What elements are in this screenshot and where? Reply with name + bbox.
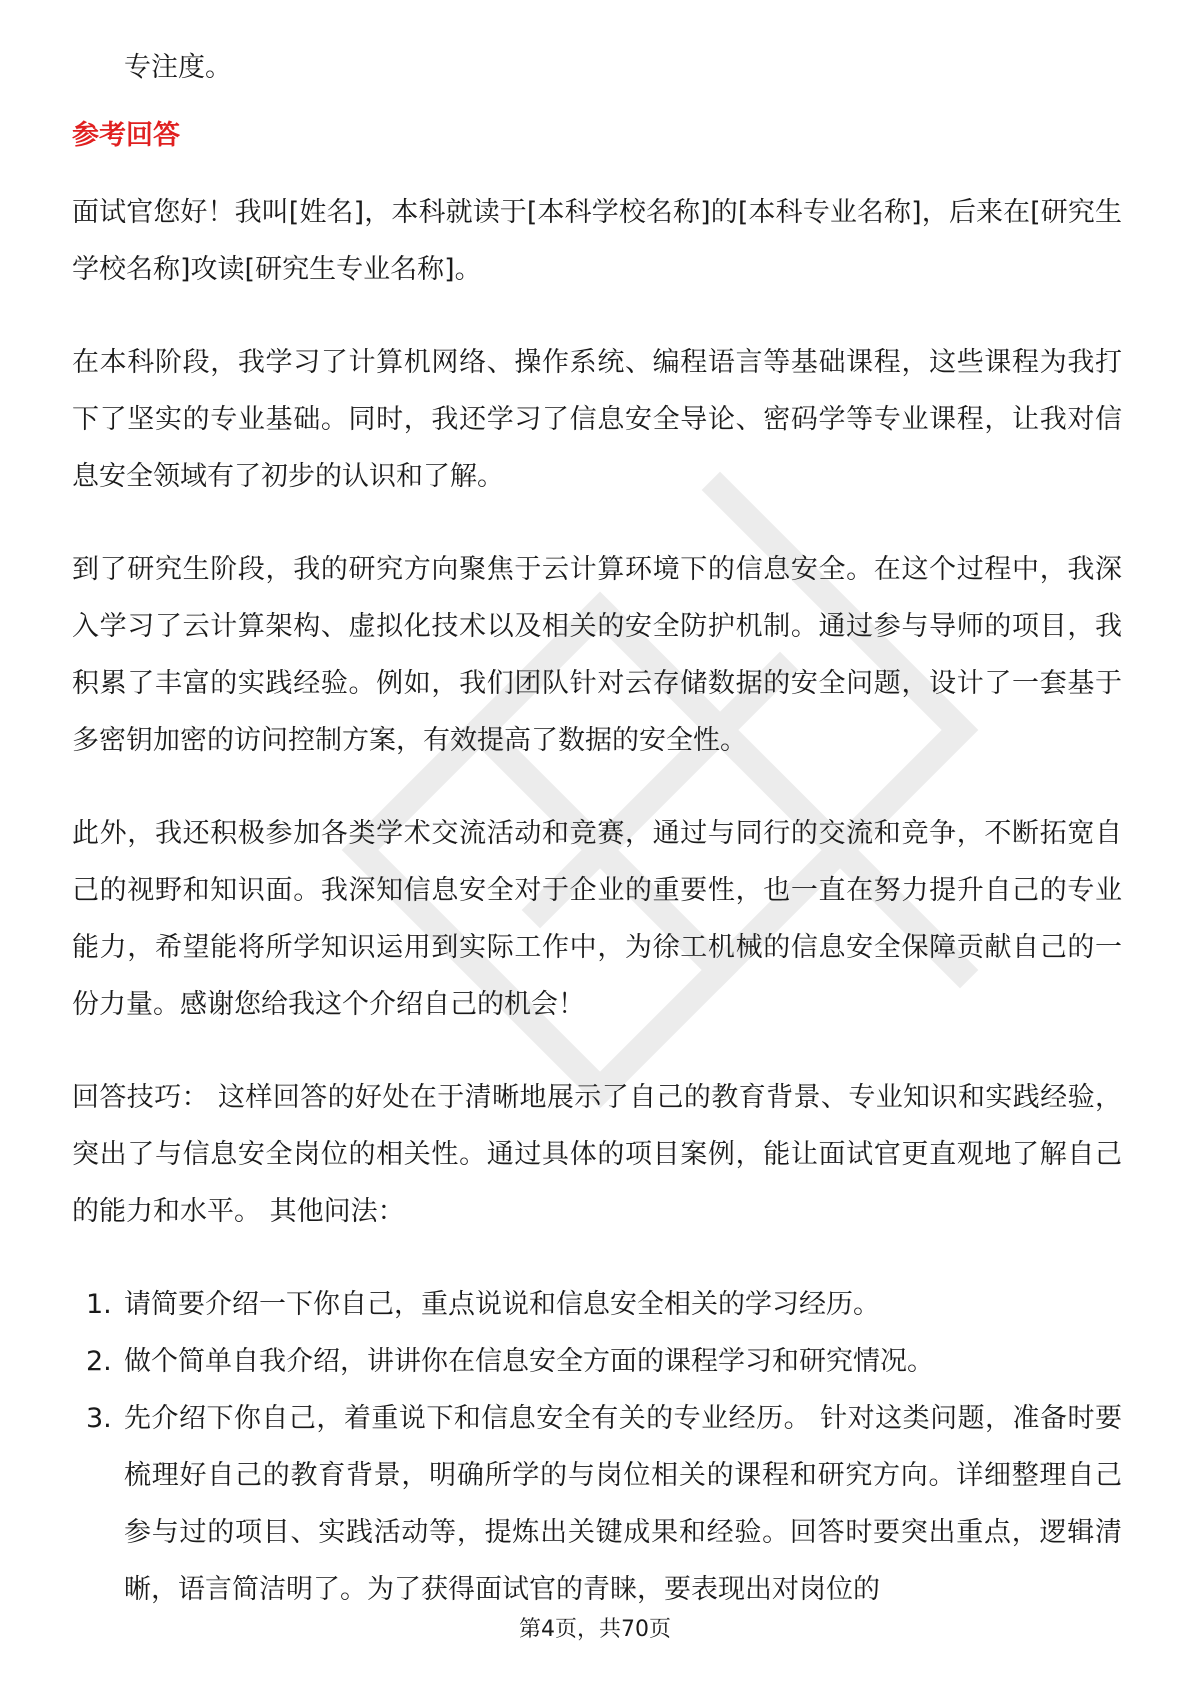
paragraph-intro: 面试官您好！我叫[姓名]，本科就读于[本科学校名称]的[本科专业名称]，后来在[研究生学校名称]攻读[研究生专业名称]。 <box>72 197 1122 285</box>
list-item <box>72 1333 1122 1390</box>
paragraph-tips: 回答技巧： 这样回答的好处在于清晰地展示了自己的教育背景、专业知识和实践经验，突出了与信息安全岗位的相关性。通过具体的项目案例，能让面试官更直观地了解自己的能力和水平。 其他问法： <box>72 1082 1122 1227</box>
list-item-text: 做个简单自我介绍，讲讲你在信息安全方面的课程学习和研究情况。 <box>124 1346 934 1377</box>
list-item-number: 1. <box>86 1289 112 1320</box>
page-number-footer: 第4页，共70页 <box>519 1617 671 1642</box>
alternative-questions-list <box>72 1276 1122 1618</box>
list-item <box>72 1276 1122 1333</box>
paragraph-graduate: 到了研究生阶段，我的研究方向聚焦于云计算环境下的信息安全。在这个过程中，我深入学习了云计算架构、虚拟化技术以及相关的安全防护机制。通过参与导师的项目，我积累了丰富的实践经验。例如，我们团队针对云存储数据的安全问题，设计了一套基于多密钥加密的访问控制方案，有效提高了数据的安全性。 <box>72 554 1122 756</box>
page-content <box>72 40 1122 1618</box>
paragraph-undergrad: 在本科阶段，我学习了计算机网络、操作系统、编程语言等基础课程，这些课程为我打下了坚实的专业基础。同时，我还学习了信息安全导论、密码学等专业课程，让我对信息安全领域有了初步的认识和了解。 <box>72 347 1122 492</box>
section-heading: 参考回答 <box>72 120 180 151</box>
continuation-text: 专注度。 <box>124 52 232 83</box>
list-item-text: 请简要介绍一下你自己，重点说说和信息安全相关的学习经历。 <box>124 1289 880 1320</box>
list-item <box>72 1390 1122 1618</box>
list-item-number: 2. <box>86 1346 112 1377</box>
paragraph-closing: 此外，我还积极参加各类学术交流活动和竞赛，通过与同行的交流和竞争，不断拓宽自己的视野和知识面。我深知信息安全对于企业的重要性，也一直在努力提升自己的专业能力，希望能将所学知识运用到实际工作中，为徐工机械的信息安全保障贡献自己的一份力量。感谢您给我这个介绍自己的机会！ <box>72 818 1122 1020</box>
list-item-number: 3. <box>86 1403 112 1434</box>
list-item-text: 先介绍下你自己，着重说下和信息安全有关的专业经历。 针对这类问题，准备时要梳理好自己的教育背景，明确所学的与岗位相关的课程和研究方向。详细整理自己参与过的项目、实践活动等，提炼出关键成果和经验。回答时要突出重点，逻辑清晰，语言简洁明了。为了获得面试官的青睐，要表现出对岗位的 <box>124 1403 1122 1605</box>
